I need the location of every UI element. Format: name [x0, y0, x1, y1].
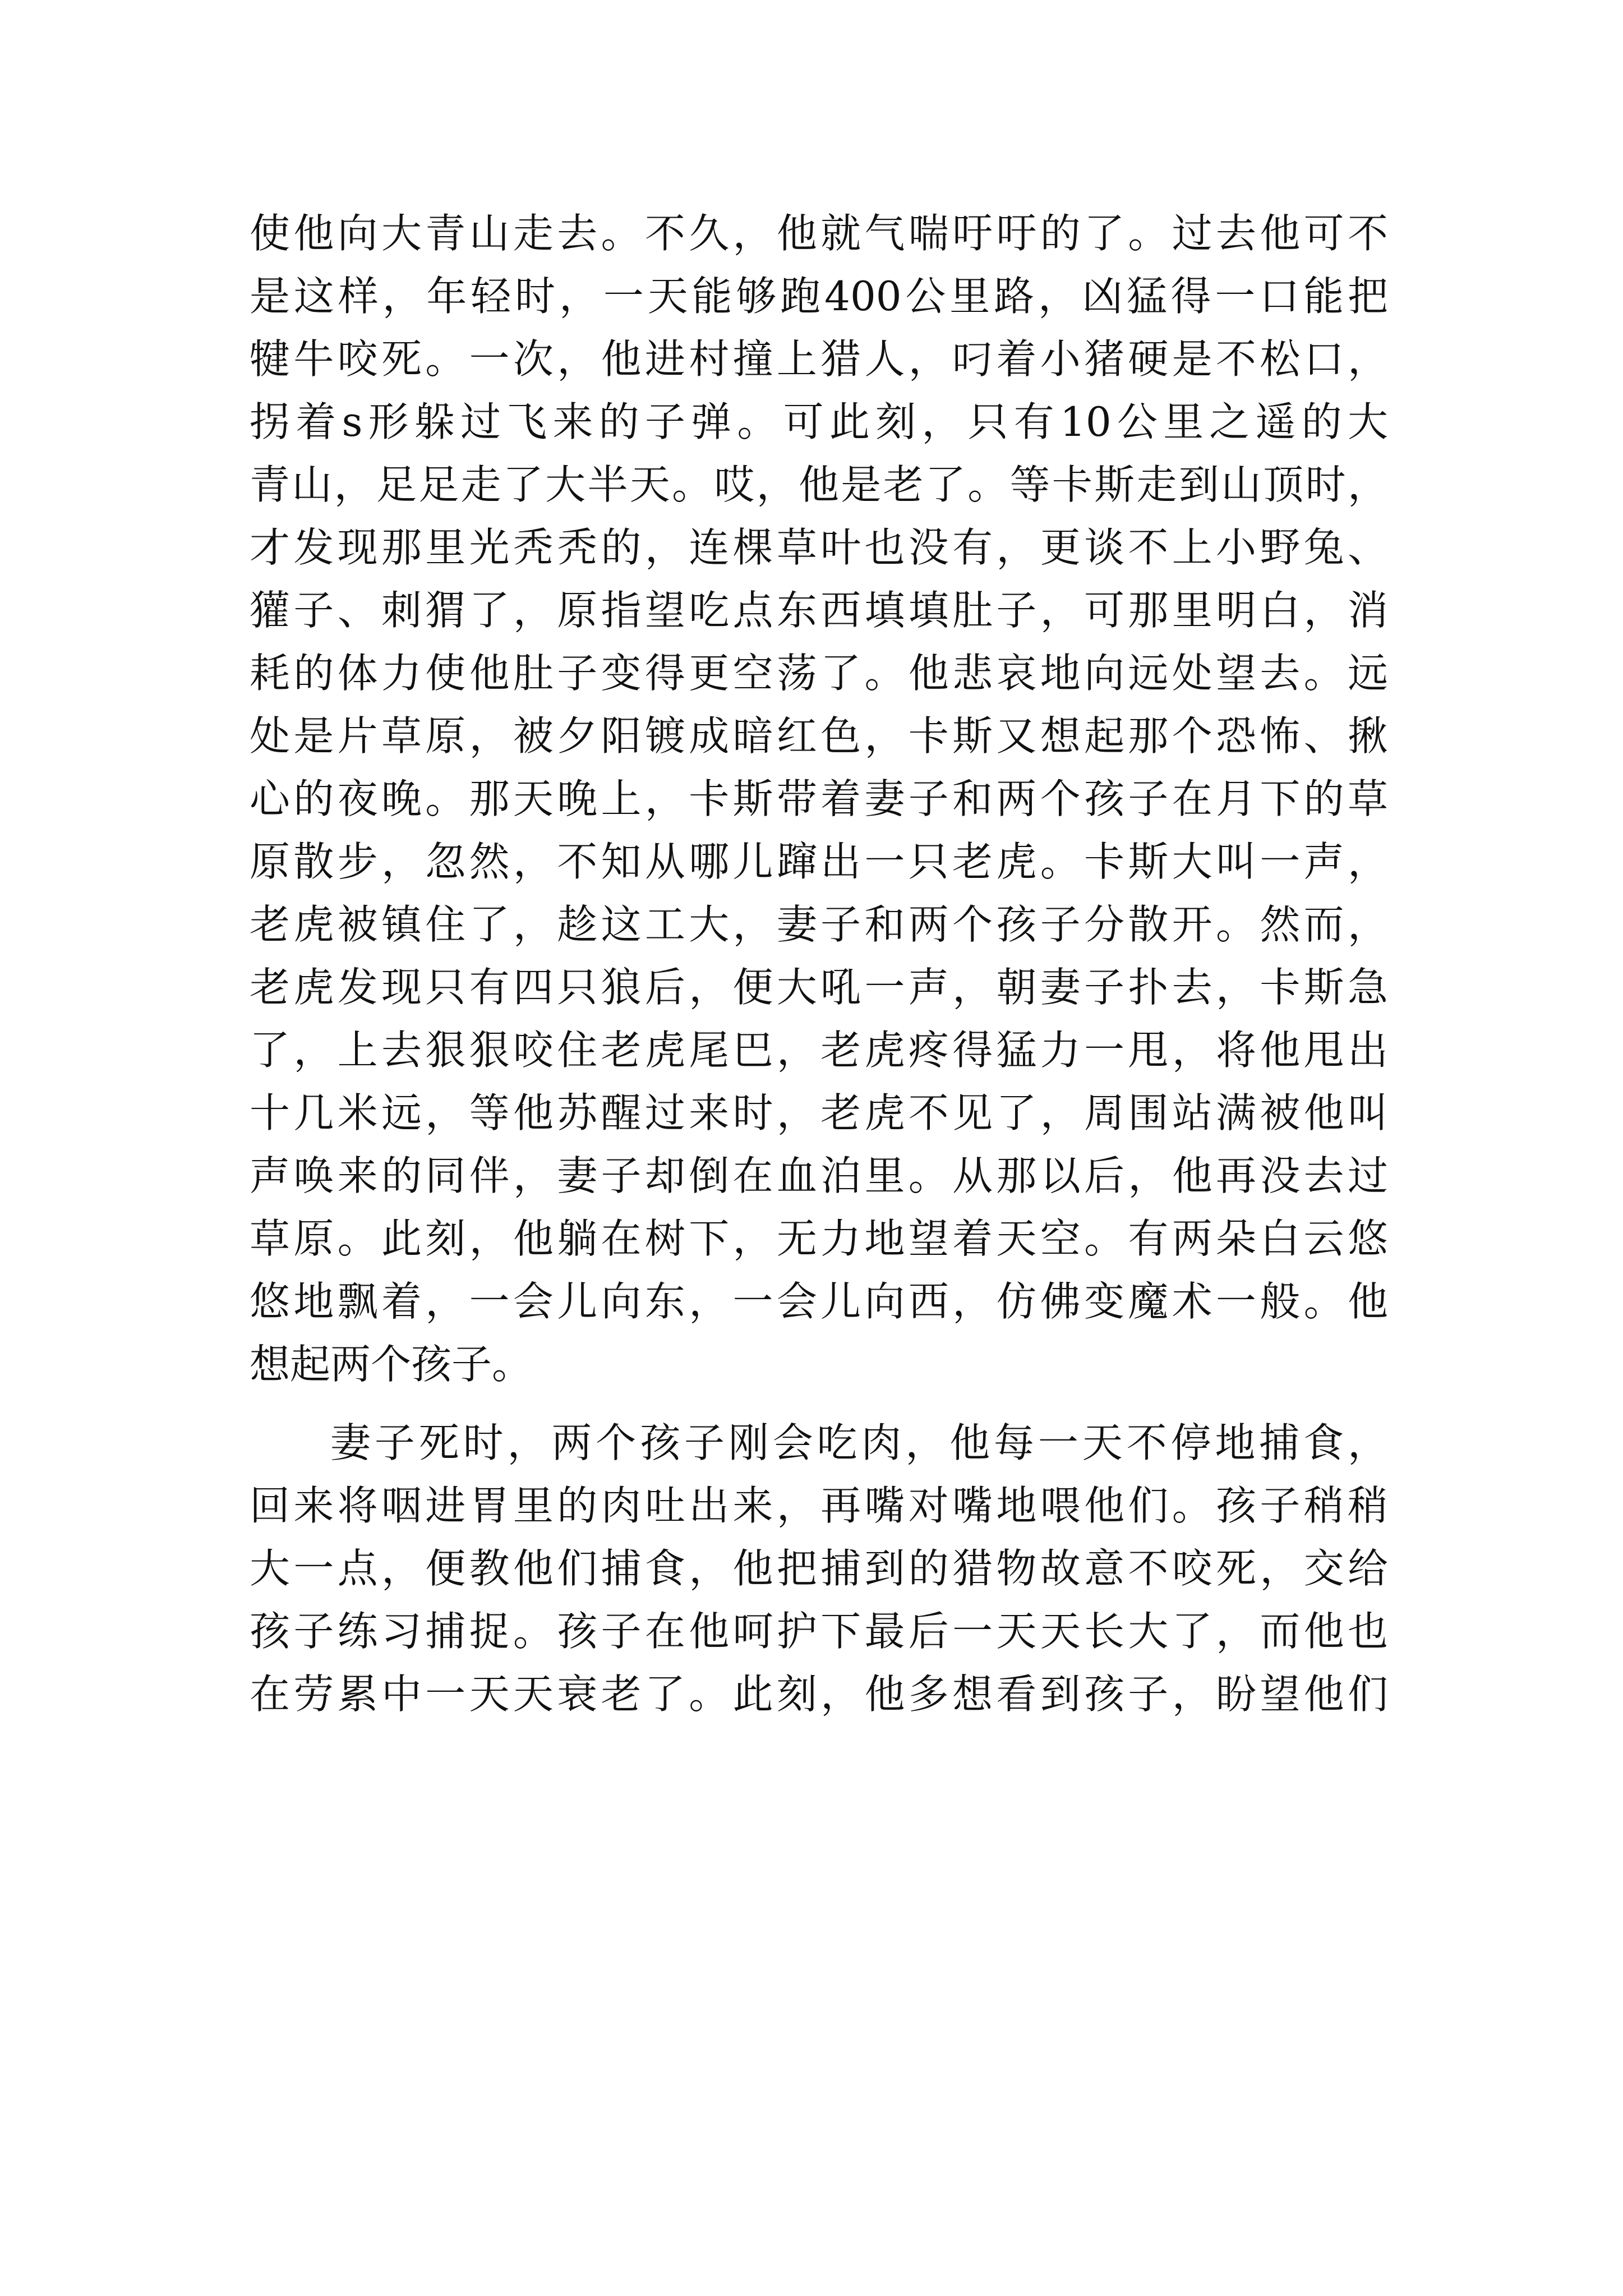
text-line: 声唤来的同伴，妻子却倒在血泊里。从那以后，他再没去过	[250, 1152, 1388, 1199]
text-line: 原散步，忽然，不知从哪儿蹿出一只老虎。卡斯大叫一声，	[250, 838, 1388, 885]
text-line: 青山，足足走了大半天。哎，他是老了。等卡斯走到山顶时，	[250, 461, 1388, 508]
paragraph	[250, 1411, 1388, 1726]
text-line: 獾子、刺猬了，原指望吃点东西填填肚子，可那里明白，消	[250, 587, 1388, 634]
paragraph	[250, 202, 1388, 1396]
text-line: 回来将咽进胃里的肉吐出来，再嘴对嘴地喂他们。孩子稍稍	[250, 1482, 1388, 1529]
text-line: 妻子死时，两个孩子刚会吃肉，他每一天不停地捕食，	[330, 1419, 1388, 1466]
text-line: 才发现那里光秃秃的，连棵草叶也没有，更谈不上小野兔、	[250, 524, 1388, 571]
text-line: 想起两个孩子。	[250, 1341, 533, 1388]
text-line: 在劳累中一天天衰老了。此刻，他多想看到孩子，盼望他们	[250, 1671, 1388, 1718]
text-line: 孩子练习捕捉。孩子在他呵护下最后一天天长大了，而他也	[250, 1608, 1388, 1655]
text-line: 处是片草原，被夕阳镀成暗红色，卡斯又想起那个恐怖、揪	[250, 712, 1388, 760]
text-line: 耗的体力使他肚子变得更空荡了。他悲哀地向远处望去。远	[250, 650, 1388, 697]
text-line: 草原。此刻，他躺在树下，无力地望着天空。有两朵白云悠	[250, 1215, 1388, 1262]
text-line: 是这样，年轻时，一天能够跑400公里路，凶猛得一口能把	[250, 273, 1388, 320]
paragraph-gap	[250, 1396, 1388, 1411]
text-line: 了，上去狠狠咬住老虎尾巴，老虎疼得猛力一甩，将他甩出	[250, 1027, 1388, 1074]
text-line: 老虎发现只有四只狼后，便大吼一声，朝妻子扑去，卡斯急	[250, 964, 1388, 1011]
text-line: 十几米远，等他苏醒过来时，老虎不见了，周围站满被他叫	[250, 1089, 1388, 1137]
text-line: 悠地飘着，一会儿向东，一会儿向西，仿佛变魔术一般。他	[250, 1278, 1388, 1325]
text-line: 使他向大青山走去。不久，他就气喘吁吁的了。过去他可不	[250, 210, 1388, 257]
text-line: 犍牛咬死。一次，他进村撞上猎人，叼着小猪硬是不松口，	[250, 335, 1388, 383]
text-line: 老虎被镇住了，趁这工大，妻子和两个孩子分散开。然而，	[250, 901, 1388, 948]
text-line: 大一点，便教他们捕食，他把捕到的猎物故意不咬死，交给	[250, 1545, 1388, 1592]
text-line: 拐着s形躲过飞来的子弹。可此刻，只有10公里之遥的大	[250, 398, 1388, 445]
text-line: 心的夜晚。那天晚上，卡斯带着妻子和两个孩子在月下的草	[250, 775, 1388, 822]
body-text	[250, 202, 1388, 1726]
